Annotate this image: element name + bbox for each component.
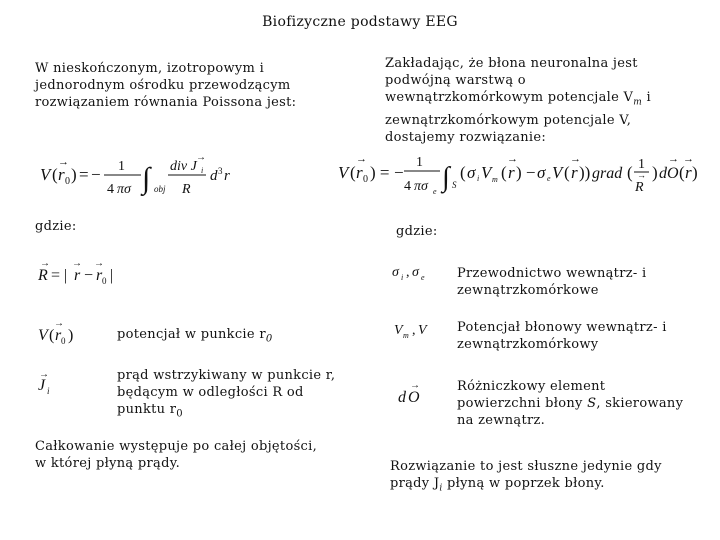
svg-text:σ: σ bbox=[412, 265, 419, 280]
left-def-V bbox=[117, 326, 273, 348]
right-symbol-sigma bbox=[390, 260, 440, 286]
left-symbol-V bbox=[36, 316, 106, 348]
svg-text:) =: ) = bbox=[370, 163, 390, 182]
right-formula-membrane bbox=[336, 148, 696, 206]
svg-text:): ) bbox=[68, 327, 74, 344]
svg-text:3: 3 bbox=[218, 166, 223, 176]
svg-text:V: V bbox=[38, 327, 48, 344]
right-gdzie-label: gdzie: bbox=[396, 224, 438, 239]
svg-text:i: i bbox=[47, 386, 50, 396]
svg-text:R: R bbox=[38, 267, 48, 284]
svg-text:∫: ∫ bbox=[142, 162, 151, 195]
svg-text:,: , bbox=[406, 265, 410, 280]
svg-text:(: ( bbox=[564, 163, 570, 182]
svg-text:obj: obj bbox=[154, 184, 166, 194]
svg-text:=: = bbox=[79, 165, 89, 184]
right-intro-sub-m: m bbox=[633, 97, 643, 108]
svg-text:)): )) bbox=[579, 163, 591, 182]
svg-text:4: 4 bbox=[404, 179, 411, 194]
svg-text:r: r bbox=[685, 163, 692, 182]
svg-text:→: → bbox=[410, 380, 420, 391]
svg-text:e: e bbox=[547, 174, 551, 183]
right-def-dO-part2: , skierowany na zewnątrz. bbox=[457, 396, 684, 428]
right-def-dO bbox=[457, 378, 687, 429]
svg-text:0: 0 bbox=[363, 174, 368, 185]
right-outro-part1: Rozwiązanie to jest słuszne jedynie gdy prądy J bbox=[390, 459, 662, 491]
svg-text:→: → bbox=[637, 170, 646, 180]
svg-text:i: i bbox=[201, 166, 204, 175]
svg-text:(: ( bbox=[501, 163, 507, 182]
svg-text:) −: ) − bbox=[516, 163, 536, 182]
left-def-V-sub: 0 bbox=[265, 333, 273, 345]
svg-text:i: i bbox=[477, 174, 480, 183]
svg-text:−: − bbox=[91, 165, 101, 184]
svg-text:σ: σ bbox=[392, 265, 399, 280]
right-symbol-dO bbox=[396, 378, 436, 408]
svg-text:→: → bbox=[58, 156, 69, 168]
right-outro-text bbox=[390, 458, 690, 498]
svg-text:0: 0 bbox=[61, 336, 66, 346]
svg-text:r: r bbox=[55, 327, 62, 344]
svg-text:(: ( bbox=[460, 163, 466, 182]
left-formula-R bbox=[36, 256, 126, 288]
svg-text:→: → bbox=[72, 258, 82, 269]
svg-text:d: d bbox=[210, 168, 218, 184]
svg-text:→: → bbox=[570, 153, 581, 165]
svg-text:→: → bbox=[94, 258, 104, 269]
svg-text:0: 0 bbox=[65, 176, 70, 187]
right-def-dO-S: S bbox=[587, 396, 597, 411]
left-def-J-line3-wrap bbox=[117, 401, 337, 423]
svg-text:V: V bbox=[338, 163, 349, 182]
right-def-sigma: Przewodnictwo wewnątrz- i zewnątrzkomórkowe bbox=[457, 266, 647, 298]
right-def-V: Potencjał błonowy wewnątrz- i zewnątrzkomórkowy bbox=[457, 320, 667, 352]
svg-text:1: 1 bbox=[416, 155, 423, 170]
svg-text:V: V bbox=[418, 323, 427, 338]
left-def-J-sub: 0 bbox=[176, 408, 183, 420]
left-outro-text: Całkowanie występuje po całej objętości, w której płyną prądy. bbox=[35, 439, 318, 471]
right-intro-part1: Zakładając, że błona neuronalna jest podwójną warstwą o wewnątrzkomórkowym potencjale V bbox=[385, 56, 638, 105]
right-outro-sub-i: i bbox=[439, 483, 443, 494]
svg-text:|: | bbox=[110, 267, 114, 284]
right-symbol-V bbox=[392, 318, 442, 344]
svg-text:): ) bbox=[71, 165, 77, 184]
right-outro-part2: płyną w poprzek błony. bbox=[442, 476, 605, 491]
svg-text:1: 1 bbox=[638, 157, 645, 172]
svg-text:σ: σ bbox=[467, 163, 476, 182]
svg-text:J: J bbox=[38, 377, 46, 394]
svg-text:r: r bbox=[356, 163, 363, 182]
svg-text:→: → bbox=[356, 153, 367, 165]
left-intro-text: W nieskończonym, izotropowym i jednorodnym ośrodku przewodzącym rozwiązaniem równania Poissona jest: bbox=[35, 61, 297, 110]
svg-text:r: r bbox=[96, 267, 103, 284]
svg-text:(: ( bbox=[52, 165, 58, 184]
svg-text:): ) bbox=[652, 163, 658, 182]
svg-text:r: r bbox=[224, 168, 230, 184]
svg-text:→: → bbox=[507, 153, 518, 165]
svg-text:1: 1 bbox=[118, 159, 125, 174]
svg-text:dO: dO bbox=[659, 165, 679, 182]
svg-text:d: d bbox=[398, 389, 406, 406]
svg-text:m: m bbox=[403, 331, 409, 340]
svg-text:e: e bbox=[433, 187, 437, 196]
svg-text:S: S bbox=[452, 180, 457, 190]
svg-text:O: O bbox=[408, 389, 420, 406]
svg-text:(: ( bbox=[679, 163, 685, 182]
svg-text:r: r bbox=[508, 163, 515, 182]
right-def-dO-part1: Różniczkowy element powierzchni błony bbox=[457, 379, 606, 411]
svg-text:(: ( bbox=[627, 163, 633, 182]
svg-text:r: r bbox=[74, 267, 81, 284]
svg-text:V: V bbox=[394, 323, 403, 338]
svg-text:R: R bbox=[182, 182, 191, 197]
svg-text:grad: grad bbox=[592, 165, 623, 182]
left-def-J-line3: punktu r bbox=[117, 402, 177, 417]
svg-text:V: V bbox=[552, 163, 563, 182]
svg-text:r: r bbox=[58, 165, 65, 184]
svg-text:→: → bbox=[54, 318, 64, 329]
right-intro-part3: , dostajemy rozwiązanie: bbox=[385, 112, 632, 145]
svg-text:div J: div J bbox=[170, 159, 197, 174]
svg-text:→: → bbox=[196, 152, 206, 163]
right-intro-part2: i zewnątrzkomórkowym potencjale V bbox=[385, 90, 651, 128]
svg-text:i: i bbox=[401, 273, 404, 282]
left-symbol-J bbox=[36, 368, 66, 400]
svg-text:e: e bbox=[421, 273, 425, 282]
svg-text:→: → bbox=[683, 153, 694, 165]
left-def-J-line2: będącym w odległości R od bbox=[117, 385, 304, 400]
svg-text:0: 0 bbox=[102, 276, 107, 286]
svg-text:V: V bbox=[481, 163, 492, 182]
svg-text:m: m bbox=[492, 175, 498, 184]
svg-text:→: → bbox=[39, 369, 49, 380]
left-def-V-text: potencjał w punkcie r bbox=[117, 327, 266, 342]
svg-text:σ: σ bbox=[537, 163, 546, 182]
svg-text:πσ: πσ bbox=[117, 182, 131, 197]
svg-text:→: → bbox=[668, 153, 679, 165]
svg-text:r: r bbox=[571, 163, 578, 182]
svg-text:4: 4 bbox=[107, 182, 114, 197]
svg-text:πσ: πσ bbox=[414, 179, 428, 194]
svg-text:,: , bbox=[412, 323, 416, 338]
right-intro-text bbox=[385, 55, 685, 146]
svg-text:−: − bbox=[84, 267, 94, 284]
svg-text:∫: ∫ bbox=[442, 162, 450, 193]
svg-text:= |: = | bbox=[51, 267, 68, 284]
left-gdzie-label: gdzie: bbox=[35, 219, 77, 234]
left-def-J bbox=[117, 367, 337, 423]
left-formula-poisson bbox=[38, 150, 238, 205]
svg-text:→: → bbox=[40, 258, 50, 269]
left-def-J-line1: prąd wstrzykiwany w punkcie r, bbox=[117, 368, 336, 383]
svg-text:R: R bbox=[635, 180, 644, 195]
svg-text:−: − bbox=[394, 163, 404, 182]
svg-text:(: ( bbox=[49, 327, 55, 344]
svg-text:V: V bbox=[40, 165, 51, 184]
svg-text:): ) bbox=[692, 163, 698, 182]
page-title: Biofizyczne podstawy EEG bbox=[262, 14, 458, 30]
svg-text:(: ( bbox=[350, 163, 356, 182]
